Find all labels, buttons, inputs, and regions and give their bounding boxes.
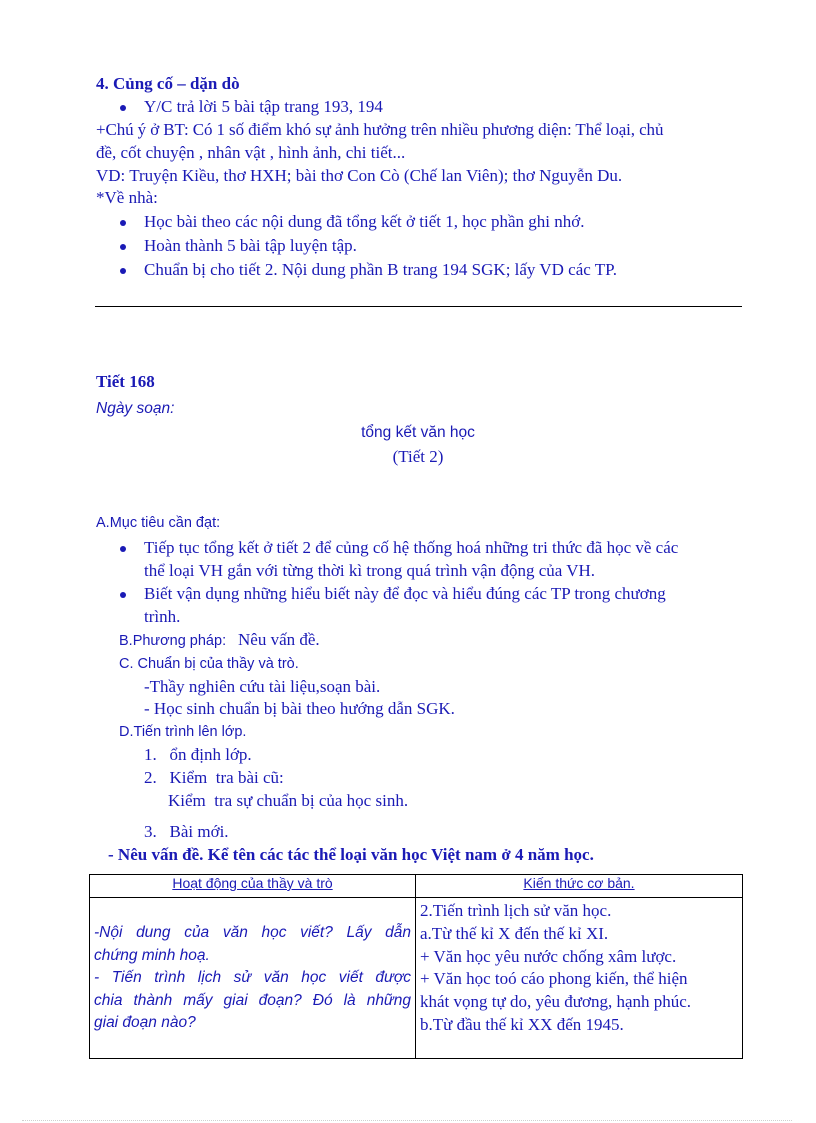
section-divider xyxy=(95,306,742,307)
home-item: Học bài theo các nội dung đã tổng kết ở tiết 1, học phần ghi nhớ. xyxy=(144,212,585,231)
home-label: *Về nhà: xyxy=(96,188,158,207)
bullet-icon xyxy=(120,220,126,226)
objectives-label: A.Mục tiêu cần đạt: xyxy=(96,515,221,531)
knowledge-line: + Văn học yêu nước chống xâm lược. xyxy=(420,946,677,966)
lesson-number: Tiết 168 xyxy=(96,372,155,391)
activity-line: chứng minh hoạ. xyxy=(94,946,210,964)
activity-line: chia thành mấy giai đoạn? Đó là những xyxy=(94,991,411,1009)
table-header-activity: Hoạt động của thầy và trò xyxy=(90,875,416,898)
example-line: VD: Truyện Kiều, thơ HXH; bài thơ Con Cò (Chế lan Viên); thơ Nguyễn Du. xyxy=(96,166,623,185)
knowledge-line: 2.Tiến trình lịch sử văn học. xyxy=(420,901,612,920)
knowledge-line: khát vọng tự do, yêu đương, hạnh phúc. xyxy=(420,992,692,1012)
knowledge-line: + Văn học toó cáo phong kiến, thể hiện xyxy=(420,969,688,989)
table-cell-knowledge xyxy=(416,898,743,1059)
bullet-icon xyxy=(120,546,126,552)
table-cell-activity xyxy=(90,898,416,1059)
bullet-icon xyxy=(120,268,126,274)
student-prep: - Học sinh chuẩn bị bài theo hướng dẫn SGK. xyxy=(144,699,455,718)
process-intro: - Nêu vấn đề. Kể tên các tác thể loại văn học Việt nam ở 4 năm học. xyxy=(108,845,594,864)
section-4-heading: 4. Củng cố – dặn dò xyxy=(96,74,240,93)
section-4-bullet: Y/C trả lời 5 bài tập trang 193, 194 xyxy=(144,97,383,116)
lesson-subtitle: (Tiết 2) xyxy=(392,447,444,466)
lesson-table xyxy=(89,874,743,1059)
knowledge-line: b.Từ đầu thế kỉ XX đến 1945. xyxy=(420,1014,624,1034)
method-label: B.Phương pháp: xyxy=(119,633,227,649)
note-line-2: đề, cốt chuyện , nhân vật , hình ảnh, chi tiết... xyxy=(96,143,406,162)
bullet-icon xyxy=(120,244,126,250)
objective-line: trình. xyxy=(144,607,181,626)
activity-line: - Tiến trình lịch sử văn học viết được xyxy=(94,969,411,986)
process-step-detail: Kiểm tra sự chuẩn bị của học sinh. xyxy=(168,791,409,810)
bullet-icon xyxy=(120,105,126,111)
method-value: Nêu vấn đề. xyxy=(238,630,320,649)
home-item: Hoàn thành 5 bài tập luyện tập. xyxy=(144,236,357,255)
process-label: D.Tiến trình lên lớp. xyxy=(119,724,247,740)
process-step: 3. Bài mới. xyxy=(144,822,229,841)
activity-line: -Nội dung của văn học viết? Lấy dẫn xyxy=(94,924,411,941)
process-step: 2. Kiểm tra bài cũ: xyxy=(144,768,284,787)
preparation-label: C. Chuẩn bị của thầy và trò. xyxy=(119,656,299,672)
note-line-1: +Chú ý ở BT: Có 1 số điểm khó sự ảnh hưởng trên nhiều phương diện: Thể loại, chủ xyxy=(96,120,664,139)
teacher-prep: -Thầy nghiên cứu tài liệu,soạn bài. xyxy=(144,677,381,696)
process-step: 1. ổn định lớp. xyxy=(144,745,252,764)
lesson-title: tổng kết văn học xyxy=(361,424,475,441)
objective-line: Tiếp tục tổng kết ở tiết 2 để củng cố hệ thống hoá những tri thức đã học về các xyxy=(144,538,679,557)
objective-line: Biết vận dụng những hiểu biết này để đọc và hiểu đúng các TP trong chương xyxy=(144,584,666,603)
objective-line: thể loại VH gắn với từng thời kì trong quá trình vận động của VH. xyxy=(144,561,596,580)
bullet-icon xyxy=(120,592,126,598)
home-item: Chuẩn bị cho tiết 2. Nội dung phần B trang 194 SGK; lấy VD các TP. xyxy=(144,260,617,279)
page-bottom-border xyxy=(22,1120,792,1121)
table-header-knowledge: Kiến thức cơ bản. xyxy=(416,875,743,898)
prep-date-label: Ngày soạn: xyxy=(96,400,175,417)
activity-line: giai đoạn nào? xyxy=(94,1014,196,1031)
knowledge-line: a.Từ thế kỉ X đến thế kỉ XI. xyxy=(420,923,609,943)
